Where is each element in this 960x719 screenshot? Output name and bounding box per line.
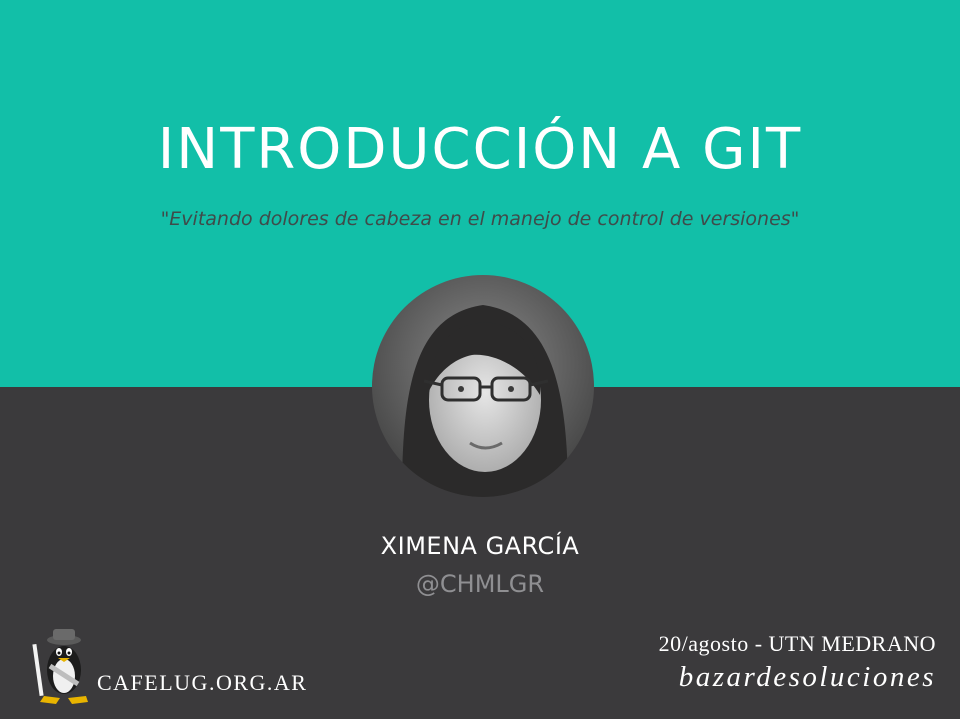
tux-penguin-icon [28,626,94,706]
speaker-photo [372,275,594,497]
slide-title: INTRODUCCIÓN A GIT [157,117,803,182]
speaker-name: XIMENA GARCÍA [380,532,580,560]
event-date-location: 20/agosto - UTN MEDRANO [658,631,936,656]
event-brand: bazardesoluciones [678,661,936,693]
cafelug-site-link: CAFELUG.ORG.AR [97,670,308,695]
speaker-handle: @CHMLGR [415,570,545,598]
slide-subtitle: "Evitando dolores de cabeza en el manejo de control de versiones" [160,208,800,230]
